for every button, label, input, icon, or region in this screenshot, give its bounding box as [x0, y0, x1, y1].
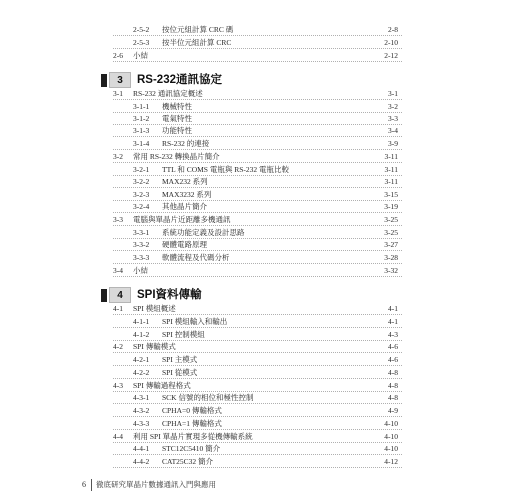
page-reference: 4-6	[388, 355, 398, 364]
section-number: 3-2-2	[133, 177, 150, 186]
toc-subsection-row	[0, 405, 520, 417]
section-number: 2-5-3	[133, 38, 150, 47]
toc-subsection-row	[0, 456, 520, 468]
section-title: 電氣特性	[162, 114, 192, 123]
section-number: 4-3-1	[133, 393, 150, 402]
toc-section-row	[0, 265, 520, 277]
page-reference: 2-8	[388, 25, 398, 34]
section-number: 4-3	[113, 381, 123, 390]
section-title: SPI 傳輸過程格式	[133, 381, 191, 390]
section-title: MAX3232 系列	[162, 190, 212, 199]
section-number: 4-4-1	[133, 444, 150, 453]
chapter-number: 3	[109, 72, 131, 88]
page-reference: 4-8	[388, 381, 398, 390]
section-title: RS-232 通訊協定概述	[133, 89, 203, 98]
page-reference: 3-1	[388, 89, 398, 98]
page-reference: 3-9	[388, 139, 398, 148]
section-title: CPHA=0 傳輸格式	[162, 406, 222, 415]
toc-subsection-row	[0, 113, 520, 125]
toc-subsection-row	[0, 176, 520, 188]
section-title: SPI 從模式	[162, 368, 198, 377]
section-number: 4-1	[113, 304, 123, 313]
toc-subsection-row	[0, 189, 520, 201]
section-title: 小結	[133, 51, 148, 60]
section-number: 3-2-4	[133, 202, 150, 211]
page-reference: 3-25	[384, 228, 398, 237]
footer-separator	[91, 479, 92, 491]
section-number: 4-1-1	[133, 317, 150, 326]
section-number: 3-4	[113, 266, 123, 275]
toc-subsection-row	[0, 227, 520, 239]
toc-subsection-row	[0, 252, 520, 264]
chapter-title: SPI資料傳輸	[137, 289, 202, 301]
section-number: 4-1-2	[133, 330, 150, 339]
toc-subsection-row	[0, 329, 520, 341]
toc-section-row	[0, 214, 520, 226]
toc-subsection-row	[0, 443, 520, 455]
section-number: 2-5-2	[133, 25, 150, 34]
section-number: 3-3-1	[133, 228, 150, 237]
page-reference: 3-11	[384, 177, 398, 186]
toc-subsection-row	[0, 367, 520, 379]
page-reference: 4-10	[384, 444, 398, 453]
section-number: 3-1-4	[133, 139, 150, 148]
section-number: 4-2-2	[133, 368, 150, 377]
section-number: 2-6	[113, 51, 123, 60]
section-number: 3-1-1	[133, 102, 150, 111]
section-title: SPI 控制模組	[162, 330, 205, 339]
section-title: SPI 主模式	[162, 355, 198, 364]
toc-subsection-row	[0, 239, 520, 251]
page-reference: 4-8	[388, 368, 398, 377]
footer-page-number: 6	[82, 480, 86, 489]
section-title: RS-232 的連接	[162, 139, 210, 148]
page-reference: 3-11	[384, 152, 398, 161]
toc-subsection-row	[0, 201, 520, 213]
page-reference: 3-15	[384, 190, 398, 199]
section-number: 3-1-3	[133, 126, 150, 135]
section-title: 機械特性	[162, 102, 192, 111]
page-reference: 4-10	[384, 432, 398, 441]
toc-section-row	[0, 303, 520, 315]
section-number: 4-2	[113, 342, 123, 351]
chapter-heading	[101, 287, 401, 303]
section-number: 4-3-2	[133, 406, 150, 415]
toc-subsection-row	[0, 392, 520, 404]
toc-subsection-row	[0, 37, 520, 49]
page-reference: 3-28	[384, 253, 398, 262]
section-number: 3-2-1	[133, 165, 150, 174]
toc-subsection-row	[0, 418, 520, 430]
page-reference: 2-10	[384, 38, 398, 47]
page-reference: 4-1	[388, 317, 398, 326]
toc-section-row	[0, 50, 520, 62]
page-reference: 3-27	[384, 240, 398, 249]
page-reference: 2-12	[384, 51, 398, 60]
toc-subsection-row	[0, 138, 520, 150]
section-title: 電腦與單晶片近距離多機通訊	[133, 215, 231, 224]
section-title: MAX232 系列	[162, 177, 208, 186]
section-title: 系統功能定義及設計思路	[162, 228, 245, 237]
page-reference: 4-3	[388, 330, 398, 339]
page-reference: 3-2	[388, 102, 398, 111]
section-title: 按位元組計算 CRC 碼	[162, 25, 234, 34]
toc-subsection-row	[0, 316, 520, 328]
section-title: TTL 和 COMS 電瓶與 RS-232 電瓶比較	[162, 165, 290, 174]
footer-book-title: 徹底研究單晶片數據通訊入門與應用	[96, 480, 216, 489]
toc-subsection-row	[0, 354, 520, 366]
section-number: 3-3-3	[133, 253, 150, 262]
page-reference: 4-1	[388, 304, 398, 313]
section-title: 小結	[133, 266, 148, 275]
toc-section-row	[0, 380, 520, 392]
section-title: CPHA=1 傳輸格式	[162, 419, 222, 428]
section-title: CAT25C32 簡介	[162, 457, 214, 466]
toc-subsection-row	[0, 164, 520, 176]
toc-subsection-row	[0, 101, 520, 113]
page-reference: 3-19	[384, 202, 398, 211]
section-title: 按半位元組計算 CRC	[162, 38, 232, 47]
section-number: 4-3-3	[133, 419, 150, 428]
toc-section-row	[0, 88, 520, 100]
section-number: 3-3-2	[133, 240, 150, 249]
toc-subsection-row	[0, 125, 520, 137]
page-reference: 3-4	[388, 126, 398, 135]
chapter-marker-bar	[101, 74, 107, 87]
section-title: 軟體流程及代碼分析	[162, 253, 230, 262]
section-title: SPI 傳輸模式	[133, 342, 176, 351]
page-footer	[82, 478, 442, 492]
toc-section-row	[0, 341, 520, 353]
section-title: 功能特性	[162, 126, 192, 135]
page-reference: 4-10	[384, 419, 398, 428]
section-title: 其他晶片簡介	[162, 202, 207, 211]
section-number: 3-3	[113, 215, 123, 224]
section-number: 3-1-2	[133, 114, 150, 123]
toc-section-row	[0, 431, 520, 443]
chapter-heading	[101, 72, 401, 88]
section-title: 利用 SPI 單晶片實現多從機傳輸系統	[133, 432, 253, 441]
section-title: 常用 RS-232 轉換晶片簡介	[133, 152, 220, 161]
section-title: SPI 模組輸入和輸出	[162, 317, 228, 326]
section-number: 3-1	[113, 89, 123, 98]
page-reference: 3-32	[384, 266, 398, 275]
section-number: 4-4-2	[133, 457, 150, 466]
chapter-number: 4	[109, 287, 131, 303]
chapter-title: RS-232通訊協定	[137, 74, 222, 86]
toc-subsection-row	[0, 24, 520, 36]
chapter-marker-bar	[101, 289, 107, 302]
section-title: 硬體電路原理	[162, 240, 207, 249]
toc-section-row	[0, 151, 520, 163]
section-number: 3-2	[113, 152, 123, 161]
section-number: 3-2-3	[133, 190, 150, 199]
page-reference: 4-6	[388, 342, 398, 351]
section-title: SCK 信號的相位和極性控制	[162, 393, 254, 402]
section-title: SPI 模組概述	[133, 304, 176, 313]
section-title: STC12C5410 簡介	[162, 444, 221, 453]
page-reference: 3-25	[384, 215, 398, 224]
page-reference: 4-8	[388, 393, 398, 402]
page-reference: 4-9	[388, 406, 398, 415]
section-number: 4-4	[113, 432, 123, 441]
section-number: 4-2-1	[133, 355, 150, 364]
page-reference: 4-12	[384, 457, 398, 466]
page-reference: 3-11	[384, 165, 398, 174]
page-reference: 3-3	[388, 114, 398, 123]
